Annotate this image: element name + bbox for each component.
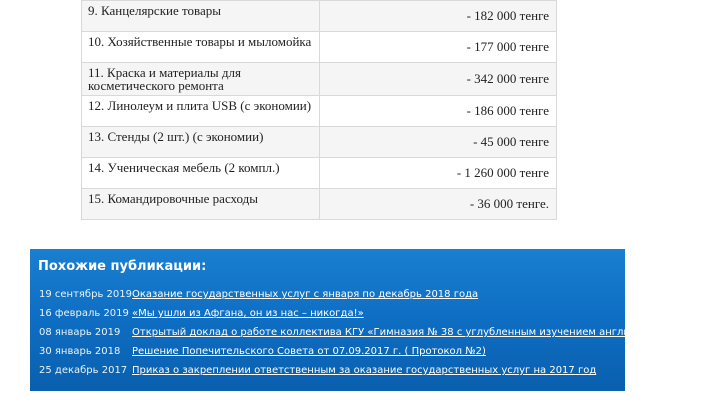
- publication-link[interactable]: Приказ о закреплении ответственным за оказание государственных услуг на 2017 год: [132, 365, 597, 376]
- expense-item: 10. Хозяйственные товары и мыломойка: [82, 32, 320, 63]
- publication-link[interactable]: «Мы ушли из Афгана, он из нас – никогда!»: [132, 308, 364, 319]
- list-item: [30, 327, 725, 346]
- expense-item: 12. Линолеум и плита USB (с экономии): [82, 96, 320, 127]
- publication-date: 30 январь 2018: [39, 346, 121, 357]
- related-publications-heading: Похожие публикации:: [38, 259, 207, 274]
- table-row: [82, 158, 557, 189]
- expense-amount: - 36 000 тенге.: [320, 189, 557, 220]
- expense-item: 11. Краска и материалы для косметического ремонта: [82, 63, 320, 96]
- expense-amount: - 342 000 тенге: [320, 63, 557, 96]
- related-publications-list: [30, 289, 725, 384]
- publication-link[interactable]: Решение Попечительского Совета от 07.09.2017 г. ( Протокол №2): [132, 346, 486, 357]
- expense-amount: - 45 000 тенге: [320, 127, 557, 158]
- table-row: [82, 189, 557, 220]
- publication-link[interactable]: Оказание государственных услуг с января по декабрь 2018 года: [132, 289, 479, 300]
- expense-item: 15. Командировочные расходы: [82, 189, 320, 220]
- list-item: [30, 346, 625, 365]
- expense-table: [81, 0, 557, 220]
- expense-amount: - 182 000 тенге: [320, 1, 557, 32]
- table-row: [82, 32, 557, 63]
- publication-date: 19 сентябрь 2019: [39, 289, 132, 300]
- table-row: [82, 127, 557, 158]
- list-item: [30, 289, 625, 308]
- table-row: [82, 1, 557, 32]
- table-row: [82, 96, 557, 127]
- expense-amount: - 1 260 000 тенге: [320, 158, 557, 189]
- table-row: [82, 63, 557, 96]
- publication-date: 25 декабрь 2017: [39, 365, 128, 376]
- expense-item: 13. Стенды (2 шт.) (с экономии): [82, 127, 320, 158]
- related-publications-panel: [30, 249, 725, 391]
- publication-date: 16 февраль 2019: [39, 308, 129, 319]
- expense-amount: - 186 000 тенге: [320, 96, 557, 127]
- publication-date: 08 январь 2019: [39, 327, 121, 338]
- expense-item: 14. Ученическая мебель (2 компл.): [82, 158, 320, 189]
- publication-link[interactable]: Открытый доклад о работе коллектива КГУ «Гимназия № 38 с углубленным изучением английского языка» в...: [132, 327, 725, 338]
- list-item: [30, 365, 625, 384]
- expense-amount: - 177 000 тенге: [320, 32, 557, 63]
- expense-item: 9. Канцелярские товары: [82, 1, 320, 32]
- list-item: [30, 308, 625, 327]
